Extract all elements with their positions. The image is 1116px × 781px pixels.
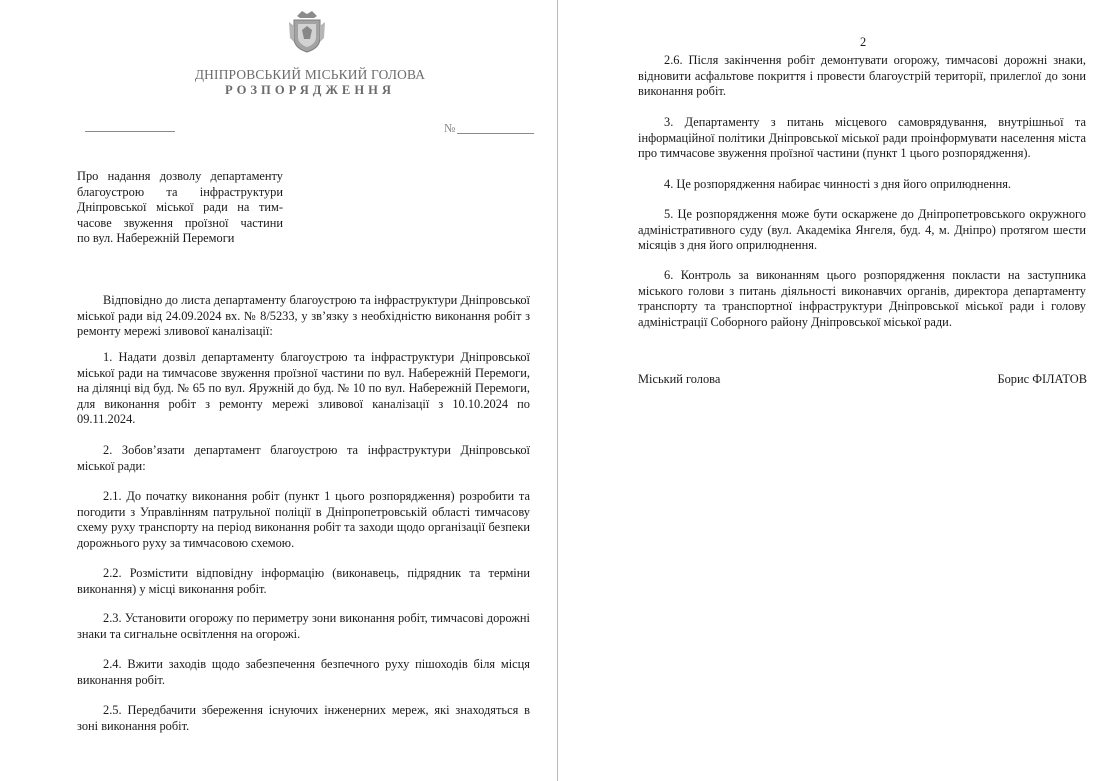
clause-2-2-paragraph — [77, 566, 530, 597]
clause-6-paragraph — [638, 268, 1086, 330]
clause-2-3-text: 2.3. Установити огорожу по периметру зони виконання робіт, тимчасові дорожні знаки та сигнальне освітлення на огорожі. — [77, 611, 530, 641]
clause-2-1-paragraph — [77, 489, 530, 551]
clause-1-text: 1. Надати дозвіл департаменту благоустрою та інфраструктури Дніпровської міської ради на тимчасове звуження проїзної частини по вул. Набережній Перемоги, на ділянці від буд. № 65 по вул. Яружній до буд. № 10 по вул. Набережній Перемоги, для виконання робіт з ремонту мережі зливової каналізації з 10.10.2024 по 09.11.2024. — [77, 350, 530, 427]
clause-5-paragraph — [638, 207, 1086, 254]
clause-2-4-text: 2.4. Вжити заходів щодо забезпечення безпечного руху пішоходів біля місця виконання робіт. — [77, 657, 530, 687]
clause-2-6-text: 2.6. Після закінчення робіт демонтувати огорожу, тимчасові дорожні знаки, відновити асфальтове покриття і провести благоустрій території, прилеглої до зони виконання робіт. — [638, 53, 1086, 99]
signature-role: Міський голова — [638, 372, 721, 386]
clause-2-3-paragraph — [77, 611, 530, 642]
clause-3-paragraph — [638, 115, 1086, 162]
preamble-paragraph — [77, 293, 530, 340]
document-page-1 — [0, 0, 557, 781]
clause-3-text: 3. Департаменту з питань місцевого самоврядування, внутрішньої та інформаційної політики Дніпровської міської ради проінформувати населення міста про тимчасове звуження проїзної частини (пункт 1 цього розпорядження). — [638, 115, 1086, 161]
subject-line: Про надання дозволу департаменту — [77, 169, 283, 183]
clause-2-5-text: 2.5. Передбачити збереження існуючих інженерних мереж, які знаходяться в зоні виконання робіт. — [77, 703, 530, 733]
clause-2-6-paragraph — [638, 53, 1086, 100]
clause-4-text: 4. Це розпорядження набирає чинності з дня його оприлюднення. — [664, 177, 1012, 191]
document-number-label: № — [444, 121, 456, 135]
clause-2-5-paragraph — [77, 703, 530, 734]
preamble-text: Відповідно до листа департаменту благоустрою та інфраструктури Дніпровської міської ради від 24.09.2024 вх. № 8/5233, у зв’язку з необхідністю виконання робіт з ремонту мережі зливової каналізації: — [77, 293, 530, 339]
clause-2-text: 2. Зобов’язати департамент благоустрою та інфраструктури Дніпровської міської ради: — [77, 443, 530, 473]
clause-2-paragraph — [77, 443, 530, 474]
clause-4-paragraph — [638, 177, 1086, 193]
number-blank-line — [457, 133, 534, 134]
clause-6-text: 6. Контроль за виконанням цього розпорядження покласти на заступника міського голови з питань діяльності виконавчих органів, директора департаменту транспорту та транспортної інфраструктури Дніпровської міської ради і голову адміністрації Соборного району Дніпровської міської ради. — [638, 268, 1086, 329]
clause-1-paragraph — [77, 350, 530, 428]
subject-line: по вул. Набережній Перемоги — [77, 231, 235, 246]
clause-2-1-text: 2.1. До початку виконання робіт (пункт 1 цього розпорядження) розробити та погодити з Управлінням патрульної поліції в Дніпропетровській області тимчасову схему руху транспорту на період виконання робіт та заходи щодо організації безпеки дорожнього руху за тимчасовою схемою. — [77, 489, 530, 550]
clause-5-text: 5. Це розпорядження може бути оскаржене до Дніпропетровського окружного адміністративного суду (вул. Академіка Янгеля, буд. 4, м. Дніпро) протягом шести місяців з дня його оприлюднення. — [638, 207, 1086, 253]
signature-name: Борис ФІЛАТОВ — [997, 372, 1087, 386]
clause-2-2-text: 2.2. Розмістити відповідну інформацію (виконавець, підрядник та терміни виконання) у місці виконання робіт. — [77, 566, 530, 596]
subject-line: благоустрою та інфраструктури — [77, 184, 283, 199]
page-number: 2 — [860, 35, 867, 49]
date-blank-line — [85, 131, 175, 132]
issuer-title: ДНІПРОВСЬКИЙ МІСЬКИЙ ГОЛОВА — [194, 67, 426, 82]
document-subject — [77, 169, 283, 247]
document-type: РОЗПОРЯДЖЕННЯ — [224, 83, 396, 97]
clause-2-4-paragraph — [77, 657, 530, 688]
subject-line: часове звуження проїзної частини — [77, 215, 283, 230]
subject-line: Дніпровської міської ради на тим- — [77, 200, 283, 215]
city-coat-of-arms-icon — [287, 8, 327, 54]
